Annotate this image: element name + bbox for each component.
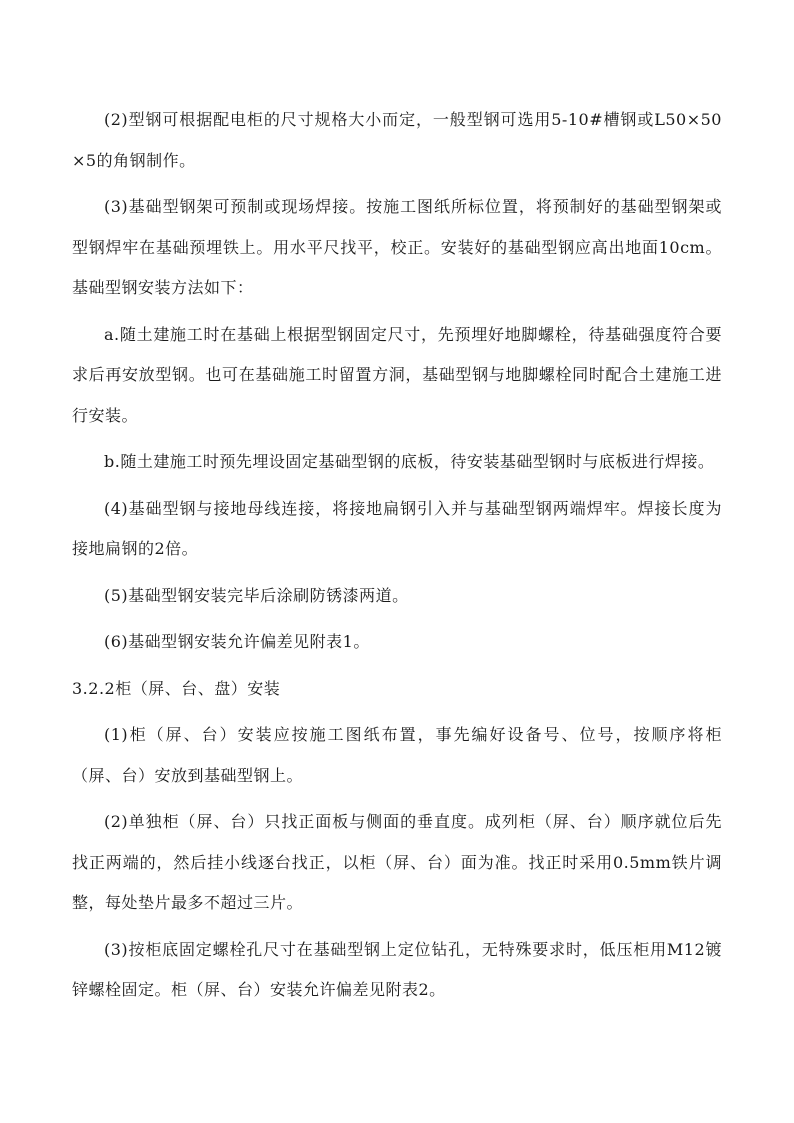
paragraph-method-b: b.随土建施工时预先埋设固定基础型钢的底板，待安装基础型钢时与底板进行焊接。 (104, 452, 715, 471)
paragraph-tolerance-1: (6)基础型钢安装允许偏差见附表1。 (104, 632, 370, 651)
paragraph-steel-size: (2)型钢可根据配电柜的尺寸规格大小而定，一般型钢可选用5-10#槽钢或L50×50×5的角钢制作。 (72, 110, 722, 170)
paragraph-cabinet-fixing: (3)按柜底固定螺栓孔尺寸在基础型钢上定位钻孔，无特殊要求时，低压柜用M12镀锌螺栓固定。柜（屏、台）安装允许偏差见附表2。 (72, 939, 722, 999)
section-heading: 3.2.2柜（屏、台、盘）安装 (72, 678, 281, 698)
paragraph-grounding: (4)基础型钢与接地母线连接，将接地扁钢引入并与基础型钢两端焊牢。焊接长度为接地扁钢的2倍。 (72, 498, 722, 558)
paragraph-cabinet-alignment: (2)单独柜（屏、台）只找正面板与侧面的垂直度。成列柜（屏、台）顺序就位后先找正两端的，然后挂小线逐台找正，以柜（屏、台）面为准。找正时采用0.5mm铁片调整，每处垫片最多不超过三片。 (72, 812, 722, 912)
document-body (72, 100, 722, 1017)
paragraph-steel-frame: (3)基础型钢架可预制或现场焊接。按施工图纸所标位置，将预制好的基础型钢架或型钢焊牢在基础预埋铁上。用水平尺找平，校正。安装好的基础型钢应高出地面10cm。基础型钢安装方法如下： (72, 197, 722, 297)
paragraph-method-a: a.随土建施工时在基础上根据型钢固定尺寸，先预埋好地脚螺栓，待基础强度符合要求后再安放型钢。也可在基础施工时留置方洞，基础型钢与地脚螺栓同时配合土建施工进行安装。 (72, 324, 722, 425)
paragraph-antirust: (5)基础型钢安装完毕后涂刷防锈漆两道。 (104, 585, 409, 605)
paragraph-cabinet-layout: (1)柜（屏、台）安装应按施工图纸布置，事先编好设备号、位号，按顺序将柜（屏、台）安放到基础型钢上。 (72, 725, 722, 785)
